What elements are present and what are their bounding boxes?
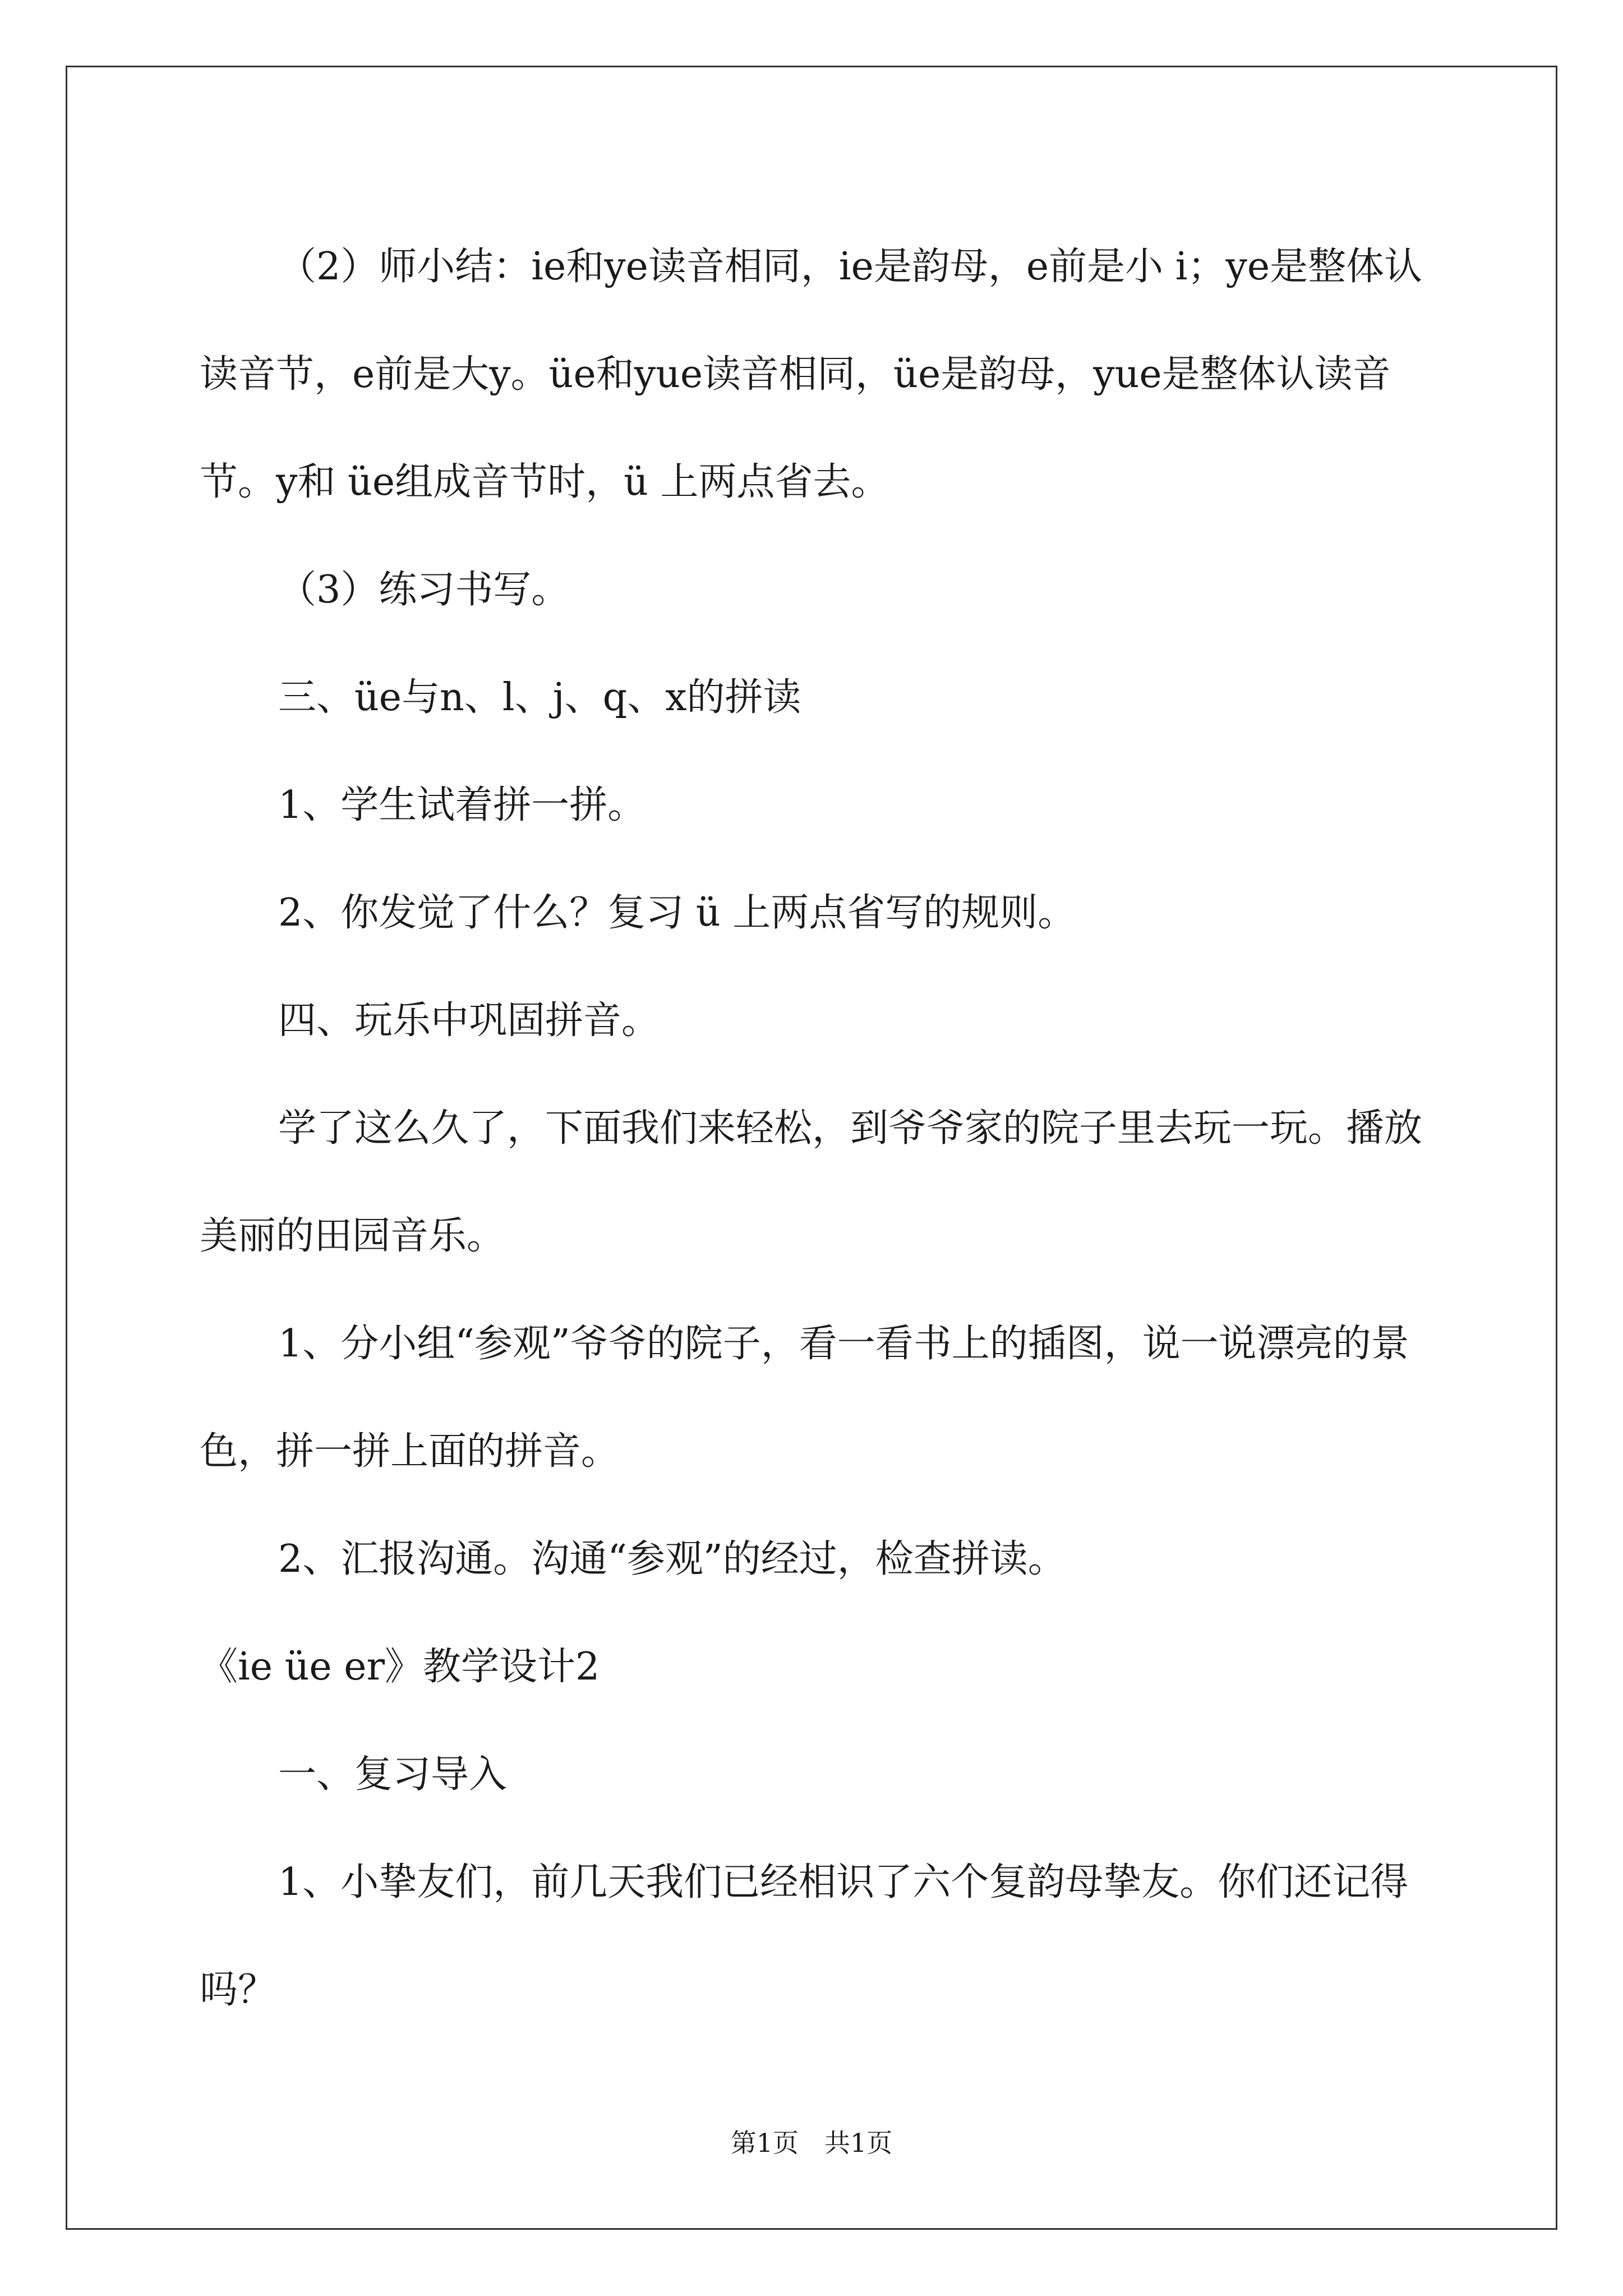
paragraph-step-1: 1、学生试着拼一拼。 — [278, 783, 646, 827]
section-heading-review: 一、复习导入 — [278, 1752, 508, 1797]
paragraph-summary: （2）师小结：ie和ye读音相同，ie是韵母，e前是小 i；ye是整体认读音节，e前是大y。üe和yue读音相同，üe是韵母，yue是整体认读音节。y和 üe组成音节时，ü 上两点省去。 — [200, 245, 1423, 504]
paragraph-report: 2、汇报沟通。沟通“参观”的经过，检查拼读。 — [278, 1537, 1066, 1581]
paragraph-writing-practice: （3）练习书写。 — [278, 568, 570, 612]
section-heading-3: 三、üe与n、l、j、q、x的拼读 — [278, 675, 801, 720]
section-heading-4: 四、玩乐中巩固拼音。 — [278, 999, 660, 1043]
paragraph-group-visit: 1、分小组“参观”爷爷的院子，看一看书上的插图，说一说漂亮的景色，拼一拼上面的拼音。 — [200, 1322, 1409, 1474]
paragraph-step-2: 2、你发觉了什么？复习 ü 上两点省写的规则。 — [278, 891, 1076, 935]
paragraph-relax: 学了这么久了，下面我们来轻松，到爷爷家的院子里去玩一玩。播放美丽的田园音乐。 — [200, 1106, 1423, 1258]
document-title-2: 《ie üe er》教学设计2 — [200, 1645, 600, 1689]
page-number-footer: 第1页 共1页 — [730, 2128, 893, 2158]
paragraph-review-question: 1、小挚友们，前几天我们已经相识了六个复韵母挚友。你们还记得吗？ — [200, 1860, 1409, 2012]
document-body — [200, 213, 1433, 2044]
